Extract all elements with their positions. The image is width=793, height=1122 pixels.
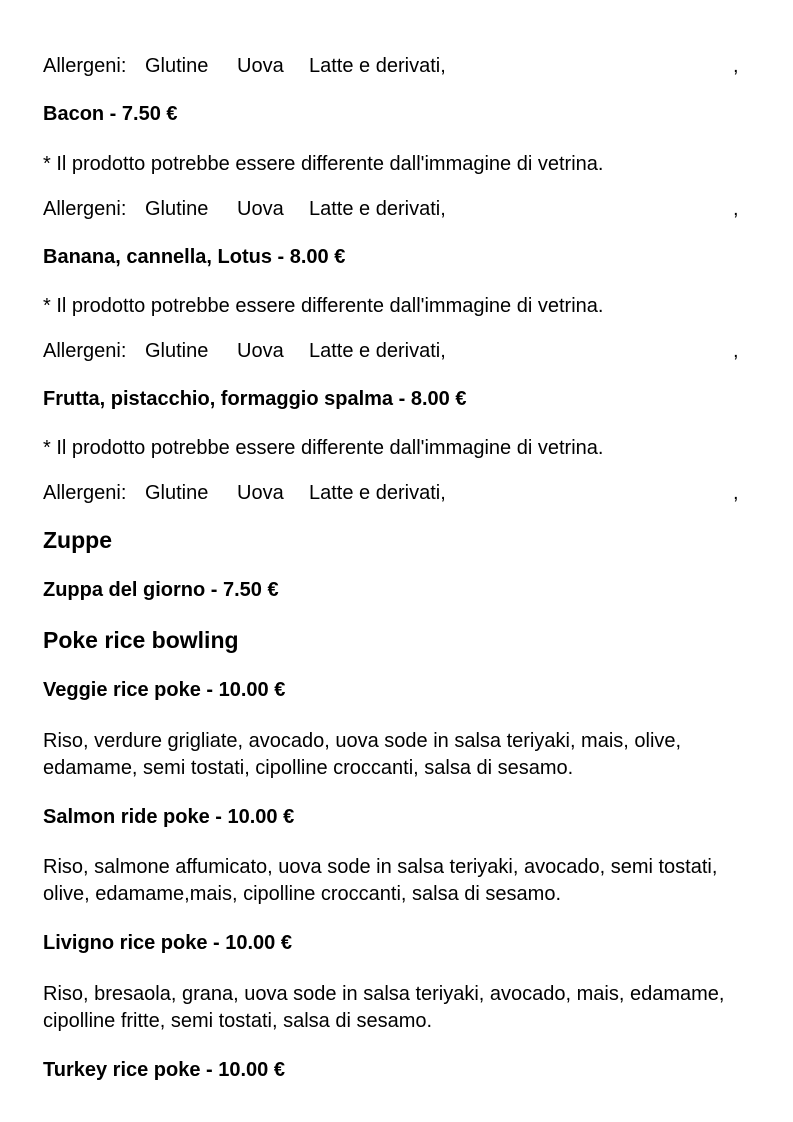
- disclaimer-note: * Il prodotto potrebbe essere differente dall'immagine di vetrina.: [43, 437, 604, 459]
- allergen-label: Allergeni:: [43, 198, 127, 220]
- item-title-turkey: Turkey rice poke - 10.00 €: [43, 1059, 285, 1081]
- allergen-label: Allergeni:: [43, 55, 127, 77]
- allergen-row: [43, 480, 743, 506]
- item-title-salmon: Salmon ride poke - 10.00 €: [43, 806, 295, 828]
- item-title-frutta: Frutta, pistacchio, formaggio spalma - 8.00 €: [43, 388, 467, 410]
- disclaimer-note: * Il prodotto potrebbe essere differente dall'immagine di vetrina.: [43, 295, 604, 317]
- allergen-glutine: Glutine: [145, 55, 209, 77]
- item-description-veggie: Riso, verdure grigliate, avocado, uova sode in salsa teriyaki, mais, olive, edamame, semi tostati, cipolline croccanti, salsa di sesamo.: [43, 730, 682, 779]
- allergen-uova: Uova: [237, 198, 284, 220]
- item-title-zuppa: Zuppa del giorno - 7.50 €: [43, 579, 279, 601]
- allergen-glutine: Glutine: [145, 340, 209, 362]
- allergen-trailing-comma: ,: [733, 482, 739, 504]
- allergen-latte: Latte e derivati,: [309, 198, 446, 220]
- allergen-row: [43, 338, 743, 364]
- allergen-latte: Latte e derivati,: [309, 340, 446, 362]
- allergen-row: [43, 196, 743, 222]
- allergen-glutine: Glutine: [145, 198, 209, 220]
- allergen-row: [43, 53, 743, 79]
- allergen-uova: Uova: [237, 340, 284, 362]
- allergen-uova: Uova: [237, 482, 284, 504]
- item-title-banana: Banana, cannella, Lotus - 8.00 €: [43, 246, 346, 268]
- section-title-zuppe: Zuppe: [43, 527, 112, 553]
- item-title-livigno: Livigno rice poke - 10.00 €: [43, 932, 292, 954]
- allergen-label: Allergeni:: [43, 340, 127, 362]
- disclaimer-note: * Il prodotto potrebbe essere differente dall'immagine di vetrina.: [43, 153, 604, 175]
- allergen-latte: Latte e derivati,: [309, 482, 446, 504]
- allergen-latte: Latte e derivati,: [309, 55, 446, 77]
- allergen-trailing-comma: ,: [733, 340, 739, 362]
- allergen-glutine: Glutine: [145, 482, 209, 504]
- item-description-livigno: Riso, bresaola, grana, uova sode in salsa teriyaki, avocado, mais, edamame, cipolline fritte, semi tostati, salsa di sesamo.: [43, 983, 725, 1032]
- allergen-trailing-comma: ,: [733, 198, 739, 220]
- item-title-veggie: Veggie rice poke - 10.00 €: [43, 679, 286, 701]
- item-title-bacon: Bacon - 7.50 €: [43, 103, 178, 125]
- allergen-uova: Uova: [237, 55, 284, 77]
- allergen-trailing-comma: ,: [733, 55, 739, 77]
- section-title-poke: Poke rice bowling: [43, 627, 239, 653]
- allergen-label: Allergeni:: [43, 482, 127, 504]
- item-description-salmon: Riso, salmone affumicato, uova sode in salsa teriyaki, avocado, semi tostati, olive, edamame,mais, cipolline croccanti, salsa di sesamo.: [43, 856, 718, 905]
